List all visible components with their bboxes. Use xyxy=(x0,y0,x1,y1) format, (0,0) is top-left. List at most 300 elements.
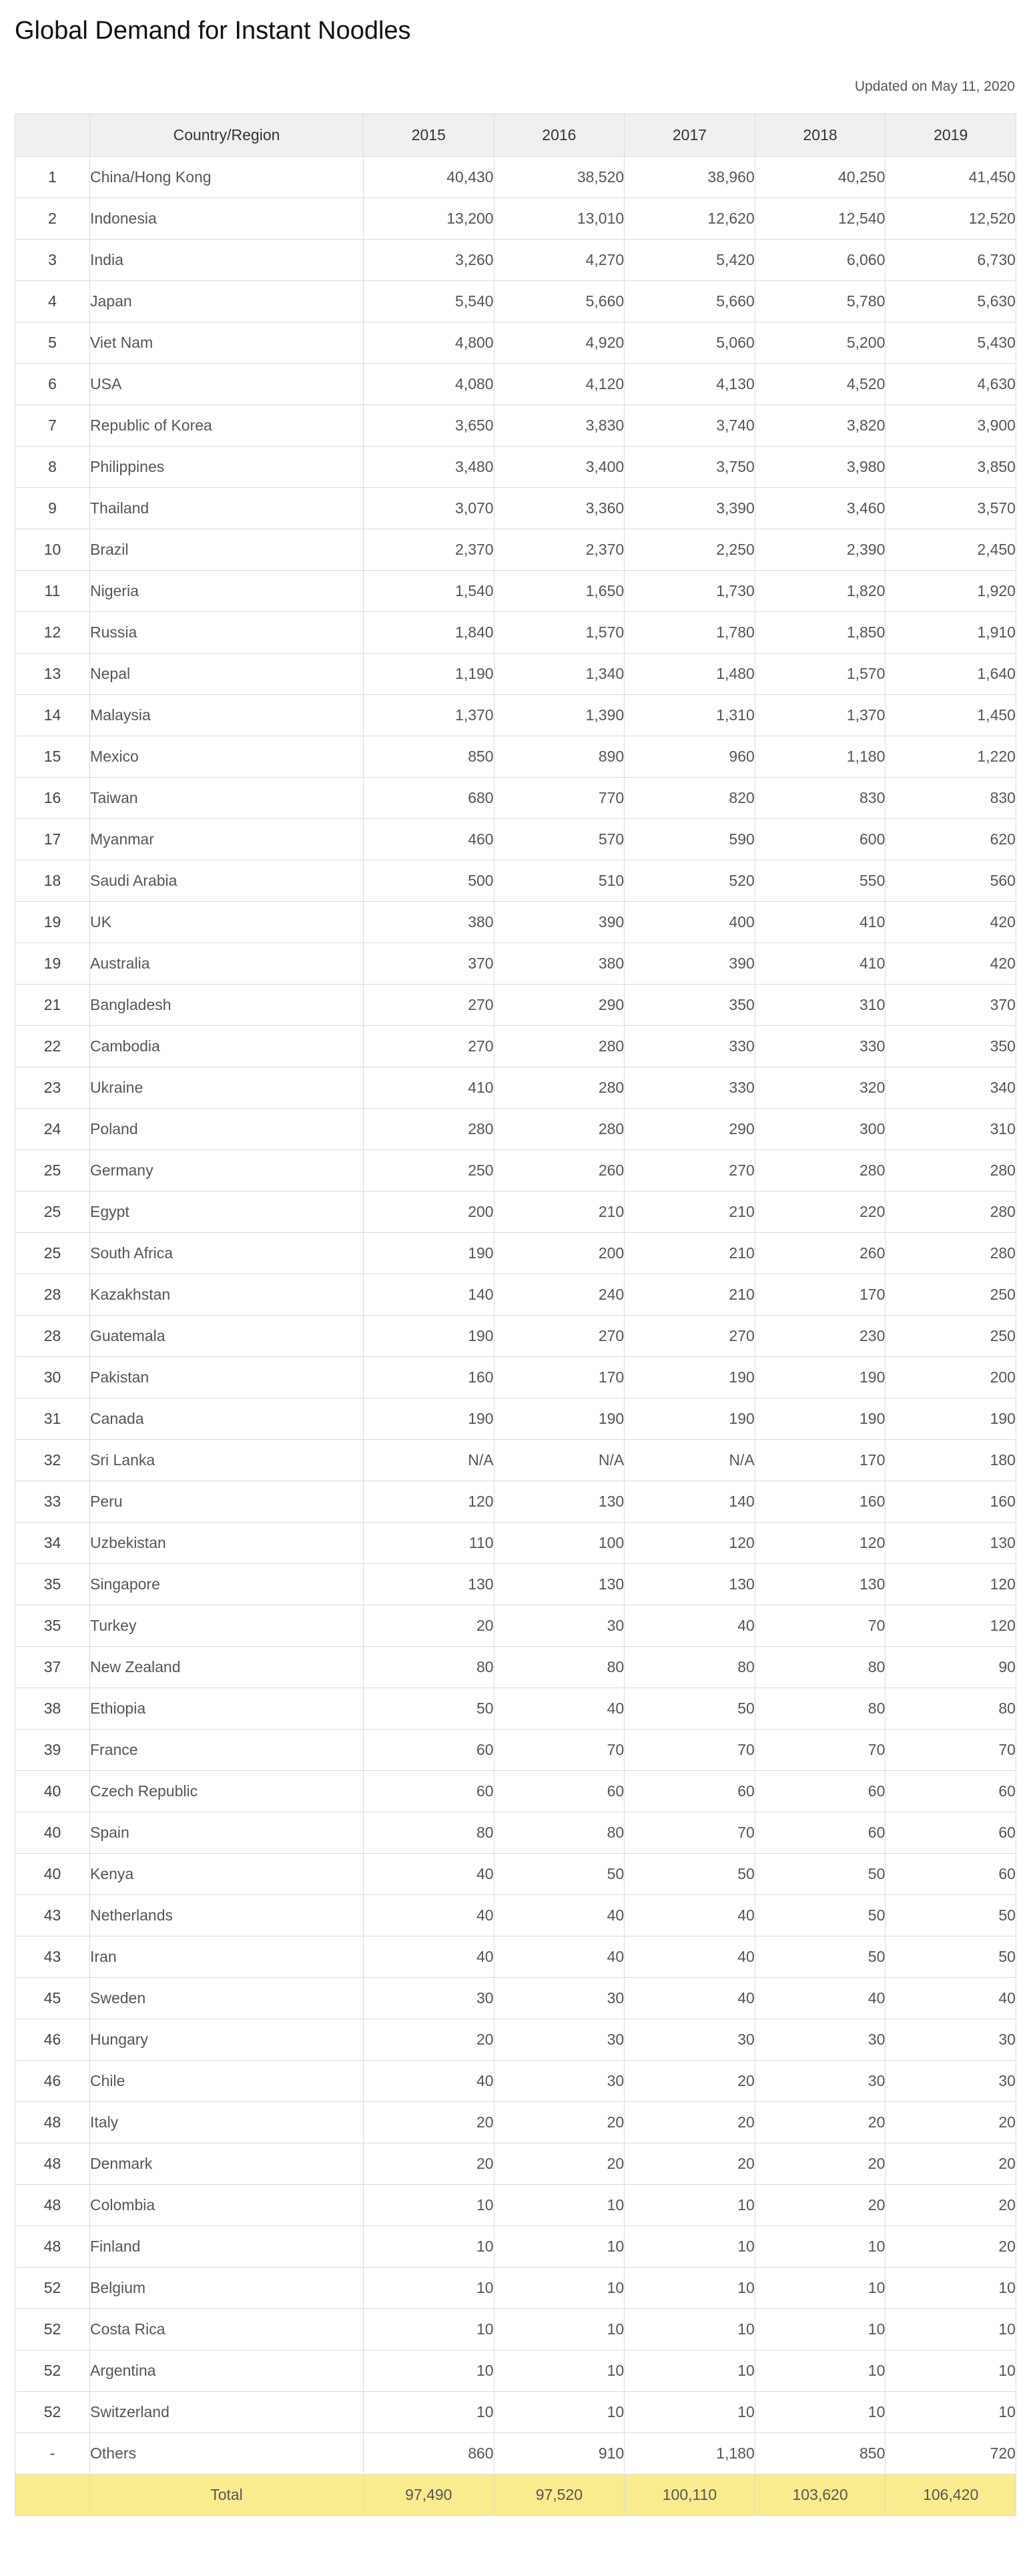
row-2019: 120 xyxy=(886,1564,1016,1605)
row-country: India xyxy=(90,240,364,281)
row-2018: 10 xyxy=(755,2309,886,2350)
row-rank: 34 xyxy=(15,1523,90,1564)
table-row xyxy=(15,1523,1016,1564)
row-2016: 1,570 xyxy=(494,612,625,654)
row-2015: 10 xyxy=(364,2268,494,2309)
row-2017: 190 xyxy=(625,1357,755,1398)
row-2015: 40,430 xyxy=(364,157,494,198)
row-2016: 2,370 xyxy=(494,529,625,571)
row-2016: 3,400 xyxy=(494,447,625,488)
row-rank: 32 xyxy=(15,1440,90,1481)
row-rank: 1 xyxy=(15,157,90,198)
row-2018: 160 xyxy=(755,1481,886,1523)
row-rank: 15 xyxy=(15,736,90,778)
row-2016: 38,520 xyxy=(494,157,625,198)
row-2018: 3,980 xyxy=(755,447,886,488)
total-2015: 97,490 xyxy=(364,2475,494,2516)
row-rank: 13 xyxy=(15,654,90,695)
row-2016: 890 xyxy=(494,736,625,778)
row-2015: 50 xyxy=(364,1688,494,1730)
row-rank: 19 xyxy=(15,943,90,985)
row-2016: 4,270 xyxy=(494,240,625,281)
row-2017: 70 xyxy=(625,1730,755,1771)
row-2017: 210 xyxy=(625,1233,755,1274)
row-2019: 3,850 xyxy=(886,447,1016,488)
row-rank: 25 xyxy=(15,1233,90,1274)
row-2019: 60 xyxy=(886,1812,1016,1854)
row-2016: 390 xyxy=(494,902,625,943)
row-country: Australia xyxy=(90,943,364,985)
row-rank: 4 xyxy=(15,281,90,322)
row-2018: 4,520 xyxy=(755,364,886,405)
total-2016: 97,520 xyxy=(494,2475,625,2516)
row-rank: 28 xyxy=(15,1274,90,1316)
row-2016: 200 xyxy=(494,1233,625,1274)
row-2017: 10 xyxy=(625,2350,755,2392)
row-2015: 10 xyxy=(364,2392,494,2433)
table-row xyxy=(15,1812,1016,1854)
row-2017: 1,780 xyxy=(625,612,755,654)
table-row xyxy=(15,1895,1016,1937)
row-country: Hungary xyxy=(90,2019,364,2061)
row-2018: 310 xyxy=(755,985,886,1026)
row-2018: 60 xyxy=(755,1812,886,1854)
row-2016: 20 xyxy=(494,2143,625,2185)
row-rank: 35 xyxy=(15,1564,90,1605)
row-2018: 3,460 xyxy=(755,488,886,529)
row-2018: 60 xyxy=(755,1771,886,1812)
row-2019: 5,630 xyxy=(886,281,1016,322)
row-2018: 40 xyxy=(755,1978,886,2019)
row-2017: 390 xyxy=(625,943,755,985)
row-2017: 5,060 xyxy=(625,322,755,364)
table-row xyxy=(15,198,1016,240)
table-row xyxy=(15,2350,1016,2392)
row-2019: 200 xyxy=(886,1357,1016,1398)
row-country: Saudi Arabia xyxy=(90,860,364,902)
row-2016: 910 xyxy=(494,2433,625,2475)
row-2016: 40 xyxy=(494,1937,625,1978)
row-2019: 20 xyxy=(886,2185,1016,2226)
row-2019: 5,430 xyxy=(886,322,1016,364)
row-2016: 1,340 xyxy=(494,654,625,695)
table-row xyxy=(15,322,1016,364)
table-row xyxy=(15,571,1016,612)
row-2015: 3,650 xyxy=(364,405,494,447)
row-2018: 330 xyxy=(755,1026,886,1067)
row-2015: 40 xyxy=(364,1895,494,1937)
row-2016: 1,650 xyxy=(494,571,625,612)
row-rank: 8 xyxy=(15,447,90,488)
row-2018: 50 xyxy=(755,1854,886,1895)
row-2018: 3,820 xyxy=(755,405,886,447)
row-2015: 410 xyxy=(364,1067,494,1109)
row-2016: 80 xyxy=(494,1647,625,1688)
row-rank: 22 xyxy=(15,1026,90,1067)
row-rank: 48 xyxy=(15,2102,90,2143)
row-rank: 10 xyxy=(15,529,90,571)
row-2015: 20 xyxy=(364,2102,494,2143)
row-2017: 820 xyxy=(625,778,755,819)
row-2019: 41,450 xyxy=(886,157,1016,198)
row-country: Egypt xyxy=(90,1192,364,1233)
table-row xyxy=(15,2268,1016,2309)
row-2017: 330 xyxy=(625,1026,755,1067)
row-rank: 11 xyxy=(15,571,90,612)
row-2017: 10 xyxy=(625,2185,755,2226)
row-2019: 10 xyxy=(886,2309,1016,2350)
table-header xyxy=(15,114,1016,157)
row-rank: 33 xyxy=(15,1481,90,1523)
row-2019: 4,630 xyxy=(886,364,1016,405)
row-rank: 40 xyxy=(15,1812,90,1854)
header-row xyxy=(15,114,1016,157)
row-2017: 3,740 xyxy=(625,405,755,447)
row-rank: 25 xyxy=(15,1192,90,1233)
row-rank: 16 xyxy=(15,778,90,819)
total-2018: 103,620 xyxy=(755,2475,886,2516)
row-2015: 40 xyxy=(364,2061,494,2102)
row-2016: 130 xyxy=(494,1481,625,1523)
table-footer xyxy=(15,2475,1016,2516)
row-country: Malaysia xyxy=(90,695,364,736)
row-2019: 80 xyxy=(886,1688,1016,1730)
header-2017: 2017 xyxy=(625,114,755,157)
row-2018: 12,540 xyxy=(755,198,886,240)
table-row xyxy=(15,240,1016,281)
table-row xyxy=(15,1771,1016,1812)
table-row xyxy=(15,2309,1016,2350)
row-2017: 50 xyxy=(625,1688,755,1730)
header-2016: 2016 xyxy=(494,114,625,157)
row-2015: 4,800 xyxy=(364,322,494,364)
row-country: Russia xyxy=(90,612,364,654)
row-rank: 18 xyxy=(15,860,90,902)
row-2018: 170 xyxy=(755,1440,886,1481)
row-2019: 3,900 xyxy=(886,405,1016,447)
row-country: Poland xyxy=(90,1109,364,1150)
row-country: Peru xyxy=(90,1481,364,1523)
row-2018: 1,180 xyxy=(755,736,886,778)
table-row xyxy=(15,1274,1016,1316)
row-country: France xyxy=(90,1730,364,1771)
table-row xyxy=(15,695,1016,736)
row-2019: 160 xyxy=(886,1481,1016,1523)
row-2016: 280 xyxy=(494,1067,625,1109)
row-country: Colombia xyxy=(90,2185,364,2226)
row-2016: 570 xyxy=(494,819,625,860)
row-2018: 1,820 xyxy=(755,571,886,612)
row-2016: 80 xyxy=(494,1812,625,1854)
row-rank: 7 xyxy=(15,405,90,447)
total-row xyxy=(15,2475,1016,2516)
row-2015: 3,260 xyxy=(364,240,494,281)
row-country: Bangladesh xyxy=(90,985,364,1026)
row-2017: 210 xyxy=(625,1192,755,1233)
header-rank xyxy=(15,114,90,157)
row-2015: 10 xyxy=(364,2309,494,2350)
row-rank: 35 xyxy=(15,1605,90,1647)
row-country: Sri Lanka xyxy=(90,1440,364,1481)
table-row xyxy=(15,1730,1016,1771)
table-row xyxy=(15,1605,1016,1647)
row-2017: 10 xyxy=(625,2268,755,2309)
row-rank: 48 xyxy=(15,2185,90,2226)
row-2017: 270 xyxy=(625,1150,755,1192)
row-rank: 39 xyxy=(15,1730,90,1771)
row-2016: 270 xyxy=(494,1316,625,1357)
row-2019: 30 xyxy=(886,2019,1016,2061)
row-country: Republic of Korea xyxy=(90,405,364,447)
row-2017: N/A xyxy=(625,1440,755,1481)
total-label: Total xyxy=(90,2475,364,2516)
row-2018: 10 xyxy=(755,2350,886,2392)
row-rank: 40 xyxy=(15,1771,90,1812)
row-2018: 830 xyxy=(755,778,886,819)
row-2015: 60 xyxy=(364,1730,494,1771)
row-2018: 600 xyxy=(755,819,886,860)
row-2015: 190 xyxy=(364,1316,494,1357)
row-2017: 270 xyxy=(625,1316,755,1357)
row-2018: 50 xyxy=(755,1895,886,1937)
total-2019: 106,420 xyxy=(886,2475,1016,2516)
table-row xyxy=(15,985,1016,1026)
row-2018: 10 xyxy=(755,2226,886,2268)
row-country: China/Hong Kong xyxy=(90,157,364,198)
row-2019: 30 xyxy=(886,2061,1016,2102)
row-2019: 830 xyxy=(886,778,1016,819)
row-2018: 220 xyxy=(755,1192,886,1233)
row-country: Germany xyxy=(90,1150,364,1192)
row-2016: 20 xyxy=(494,2102,625,2143)
row-2019: 1,450 xyxy=(886,695,1016,736)
row-2016: 10 xyxy=(494,2268,625,2309)
row-2015: 160 xyxy=(364,1357,494,1398)
row-country: Sweden xyxy=(90,1978,364,2019)
row-2016: 280 xyxy=(494,1026,625,1067)
row-2016: 30 xyxy=(494,1605,625,1647)
row-2016: 10 xyxy=(494,2185,625,2226)
row-2016: N/A xyxy=(494,1440,625,1481)
row-country: Finland xyxy=(90,2226,364,2268)
row-rank: 23 xyxy=(15,1067,90,1109)
row-2016: 10 xyxy=(494,2350,625,2392)
row-2016: 170 xyxy=(494,1357,625,1398)
row-2017: 350 xyxy=(625,985,755,1026)
row-country: Japan xyxy=(90,281,364,322)
row-2017: 20 xyxy=(625,2102,755,2143)
row-2019: 60 xyxy=(886,1854,1016,1895)
table-row xyxy=(15,281,1016,322)
table-row xyxy=(15,1398,1016,1440)
table-row xyxy=(15,1026,1016,1067)
row-country: Kazakhstan xyxy=(90,1274,364,1316)
row-2017: 38,960 xyxy=(625,157,755,198)
table-row xyxy=(15,819,1016,860)
page-title: Global Demand for Instant Noodles xyxy=(15,17,411,45)
row-2017: 20 xyxy=(625,2061,755,2102)
row-2017: 590 xyxy=(625,819,755,860)
row-country: Denmark xyxy=(90,2143,364,2185)
row-rank: 48 xyxy=(15,2226,90,2268)
row-country: Myanmar xyxy=(90,819,364,860)
row-2017: 3,750 xyxy=(625,447,755,488)
row-2019: 20 xyxy=(886,2143,1016,2185)
row-country: Spain xyxy=(90,1812,364,1854)
row-2015: 370 xyxy=(364,943,494,985)
row-2019: 250 xyxy=(886,1274,1016,1316)
row-2017: 400 xyxy=(625,902,755,943)
row-2019: 190 xyxy=(886,1398,1016,1440)
row-rank: 31 xyxy=(15,1398,90,1440)
row-2017: 4,130 xyxy=(625,364,755,405)
row-2017: 190 xyxy=(625,1398,755,1440)
row-rank: 12 xyxy=(15,612,90,654)
row-country: Chile xyxy=(90,2061,364,2102)
row-2015: 60 xyxy=(364,1771,494,1812)
row-2017: 290 xyxy=(625,1109,755,1150)
row-country: UK xyxy=(90,902,364,943)
row-2015: 1,840 xyxy=(364,612,494,654)
row-2015: 10 xyxy=(364,2350,494,2392)
row-2016: 190 xyxy=(494,1398,625,1440)
row-2016: 210 xyxy=(494,1192,625,1233)
row-2019: 180 xyxy=(886,1440,1016,1481)
table-row xyxy=(15,1357,1016,1398)
row-2015: 250 xyxy=(364,1150,494,1192)
row-2017: 12,620 xyxy=(625,198,755,240)
row-2017: 40 xyxy=(625,1895,755,1937)
row-country: Argentina xyxy=(90,2350,364,2392)
row-2015: 120 xyxy=(364,1481,494,1523)
row-country: Ukraine xyxy=(90,1067,364,1109)
row-rank: 25 xyxy=(15,1150,90,1192)
row-2019: 50 xyxy=(886,1895,1016,1937)
row-2015: 5,540 xyxy=(364,281,494,322)
row-2015: 4,080 xyxy=(364,364,494,405)
row-2019: 6,730 xyxy=(886,240,1016,281)
table-row xyxy=(15,2226,1016,2268)
row-2015: 80 xyxy=(364,1812,494,1854)
row-2018: 10 xyxy=(755,2268,886,2309)
row-2016: 40 xyxy=(494,1895,625,1937)
row-2015: 13,200 xyxy=(364,198,494,240)
row-2019: 350 xyxy=(886,1026,1016,1067)
row-country: Taiwan xyxy=(90,778,364,819)
row-rank: 46 xyxy=(15,2061,90,2102)
row-2016: 290 xyxy=(494,985,625,1026)
total-rank-cell xyxy=(15,2475,90,2516)
row-2017: 1,310 xyxy=(625,695,755,736)
table-row xyxy=(15,2392,1016,2433)
row-2018: 20 xyxy=(755,2102,886,2143)
row-country: Indonesia xyxy=(90,198,364,240)
row-2019: 2,450 xyxy=(886,529,1016,571)
row-rank: 14 xyxy=(15,695,90,736)
row-2018: 170 xyxy=(755,1274,886,1316)
table-row xyxy=(15,364,1016,405)
row-2017: 5,420 xyxy=(625,240,755,281)
table-row xyxy=(15,1440,1016,1481)
row-2015: 190 xyxy=(364,1233,494,1274)
row-2018: 260 xyxy=(755,1233,886,1274)
row-2015: 2,370 xyxy=(364,529,494,571)
row-2018: 410 xyxy=(755,943,886,985)
row-2018: 1,850 xyxy=(755,612,886,654)
row-2017: 960 xyxy=(625,736,755,778)
row-2015: 860 xyxy=(364,2433,494,2475)
row-country: Others xyxy=(90,2433,364,2475)
row-rank: 9 xyxy=(15,488,90,529)
header-country: Country/Region xyxy=(90,114,364,157)
row-2018: 120 xyxy=(755,1523,886,1564)
row-2017: 1,180 xyxy=(625,2433,755,2475)
row-country: Costa Rica xyxy=(90,2309,364,2350)
row-2016: 50 xyxy=(494,1854,625,1895)
table-row xyxy=(15,1192,1016,1233)
row-2019: 50 xyxy=(886,1937,1016,1978)
row-2015: 20 xyxy=(364,1605,494,1647)
row-2019: 250 xyxy=(886,1316,1016,1357)
row-2018: 190 xyxy=(755,1398,886,1440)
row-2016: 260 xyxy=(494,1150,625,1192)
row-2019: 12,520 xyxy=(886,198,1016,240)
table-row xyxy=(15,1688,1016,1730)
table-row xyxy=(15,447,1016,488)
table-row xyxy=(15,902,1016,943)
row-2017: 40 xyxy=(625,1978,755,2019)
row-2017: 1,480 xyxy=(625,654,755,695)
table-row xyxy=(15,736,1016,778)
row-2017: 520 xyxy=(625,860,755,902)
row-2019: 560 xyxy=(886,860,1016,902)
row-rank: 52 xyxy=(15,2268,90,2309)
row-2018: 30 xyxy=(755,2061,886,2102)
row-rank: 17 xyxy=(15,819,90,860)
row-2017: 10 xyxy=(625,2309,755,2350)
row-country: Mexico xyxy=(90,736,364,778)
row-rank: 19 xyxy=(15,902,90,943)
row-2016: 3,360 xyxy=(494,488,625,529)
row-2018: 850 xyxy=(755,2433,886,2475)
table-row xyxy=(15,157,1016,198)
row-2018: 1,370 xyxy=(755,695,886,736)
table-row xyxy=(15,2143,1016,2185)
table-row xyxy=(15,1564,1016,1605)
row-2016: 10 xyxy=(494,2309,625,2350)
row-2016: 770 xyxy=(494,778,625,819)
row-country: Ethiopia xyxy=(90,1688,364,1730)
row-2016: 380 xyxy=(494,943,625,985)
row-country: Kenya xyxy=(90,1854,364,1895)
row-2015: 10 xyxy=(364,2185,494,2226)
row-2019: 130 xyxy=(886,1523,1016,1564)
row-2018: 230 xyxy=(755,1316,886,1357)
row-2019: 620 xyxy=(886,819,1016,860)
row-2018: 2,390 xyxy=(755,529,886,571)
row-country: South Africa xyxy=(90,1233,364,1274)
row-rank: 48 xyxy=(15,2143,90,2185)
row-2017: 50 xyxy=(625,1854,755,1895)
table-row xyxy=(15,860,1016,902)
row-2016: 280 xyxy=(494,1109,625,1150)
row-country: Netherlands xyxy=(90,1895,364,1937)
table-row xyxy=(15,778,1016,819)
row-2018: 70 xyxy=(755,1730,886,1771)
row-2019: 20 xyxy=(886,2226,1016,2268)
row-rank: 28 xyxy=(15,1316,90,1357)
table-row xyxy=(15,654,1016,695)
